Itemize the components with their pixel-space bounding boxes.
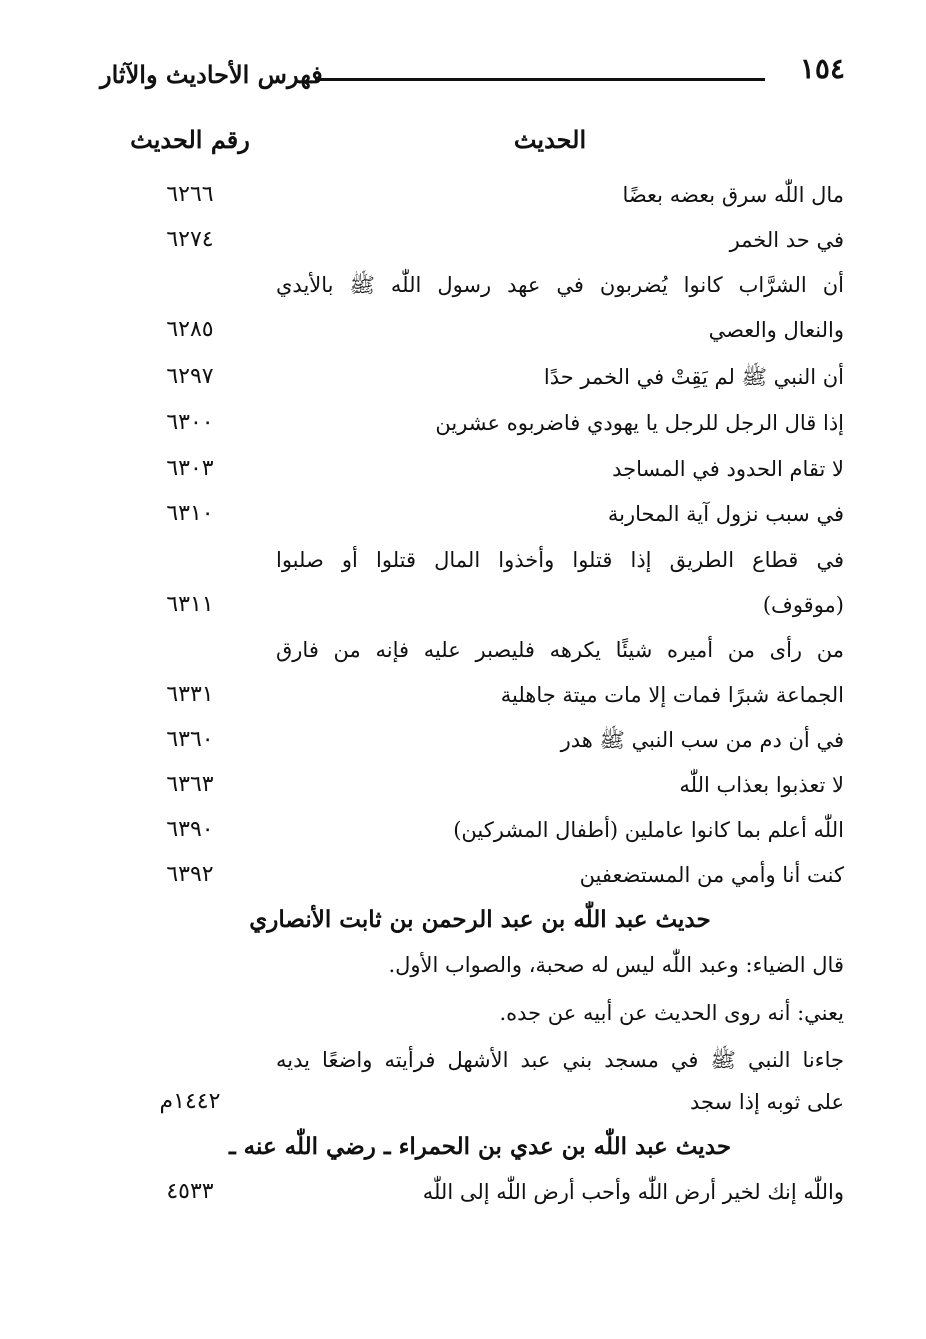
hadith-line: والنعال والعصي — [708, 318, 844, 342]
hadith-number: ٦٣٣١ — [166, 682, 214, 707]
hadith-line: في حد الخمر — [729, 228, 844, 252]
hadith-line: (موقوف) — [762, 593, 844, 617]
hadith-line: أن النبي ﷺ لم يَقِتْ في الخمر حدًا — [543, 365, 844, 389]
hadith-number: ١٤٤٢م — [159, 1089, 221, 1114]
hadith-line: مال اللّٰه سرق بعضه بعضًا — [622, 183, 844, 207]
hadith-number: ٦٣٦٣ — [166, 772, 214, 797]
hadith-number: ٦٣٩٢ — [166, 862, 214, 887]
page-number: ١٥٤ — [799, 52, 845, 85]
column-header-number: رقم الحديث — [130, 125, 250, 154]
hadith-number: ٤٥٣٣ — [166, 1179, 214, 1204]
section-heading: حديث عبد اللّٰه بن عدي بن الحمراء ـ رضي اللّٰه عنه ـ — [228, 1133, 732, 1160]
hadith-line: لا تعذبوا بعذاب اللّٰه — [679, 773, 844, 797]
hadith-line: اللّٰه أعلم بما كانوا عاملين (أطفال المشركين) — [453, 818, 844, 842]
hadith-number: ٦٣١٠ — [166, 501, 214, 526]
hadith-line: في قطاع الطريق إذا قتلوا وأخذوا المال قتلوا أو صلبوا — [276, 548, 844, 572]
hadith-line: الجماعة شبرًا فمات إلا مات ميتة جاهلية — [500, 683, 844, 707]
hadith-number: ٦٢٨٥ — [166, 317, 214, 342]
hadith-line: لا تقام الحدود في المساجد — [612, 457, 844, 481]
hadith-line: يعني: أنه روى الحديث عن أبيه عن جده. — [499, 1001, 844, 1025]
hadith-line: إذا قال الرجل للرجل يا يهودي فاضربوه عشرين — [435, 411, 844, 435]
hadith-number: ٦٣٩٠ — [166, 817, 214, 842]
hadith-line: في سبب نزول آية المحاربة — [607, 502, 844, 526]
hadith-line: قال الضياء: وعبد اللّٰه ليس له صحبة، والصواب الأول. — [388, 953, 844, 977]
running-title: فهرس الأحاديث والآثار — [100, 60, 323, 89]
header-rule — [315, 78, 765, 81]
hadith-number: ٦٢٧٤ — [166, 227, 214, 252]
hadith-line: من رأى من أميره شيئًا يكرهه فليصبر عليه فإنه من فارق — [276, 638, 844, 662]
hadith-line: في أن دم من سب النبي ﷺ هدر — [560, 728, 844, 752]
hadith-number: ٦٣٠٠ — [166, 410, 214, 435]
hadith-number: ٦٣٦٠ — [166, 727, 214, 752]
hadith-line: على ثوبه إذا سجد — [689, 1090, 844, 1114]
hadith-number: ٦٣٠٣ — [166, 456, 214, 481]
section-heading: حديث عبد اللّٰه بن عبد الرحمن بن ثابت الأنصاري — [249, 906, 711, 933]
hadith-line: أن الشرَّاب كانوا يُضربون في عهد رسول اللّٰه ﷺ بالأيدي — [276, 273, 844, 297]
page-header — [100, 50, 845, 100]
hadith-number: ٦٢٦٦ — [166, 182, 214, 207]
hadith-line: كنت أنا وأمي من المستضعفين — [579, 863, 844, 887]
hadith-line: جاءنا النبي ﷺ في مسجد بني عبد الأشهل فرأيته واضعًا يديه — [276, 1048, 844, 1072]
hadith-number: ٦٣١١ — [166, 592, 214, 617]
hadith-line: واللّٰه إنك لخير أرض اللّٰه وأحب أرض اللّٰه إلى اللّٰه — [422, 1180, 844, 1204]
hadith-number: ٦٢٩٧ — [166, 364, 214, 389]
column-header-hadith: الحديث — [513, 125, 587, 154]
